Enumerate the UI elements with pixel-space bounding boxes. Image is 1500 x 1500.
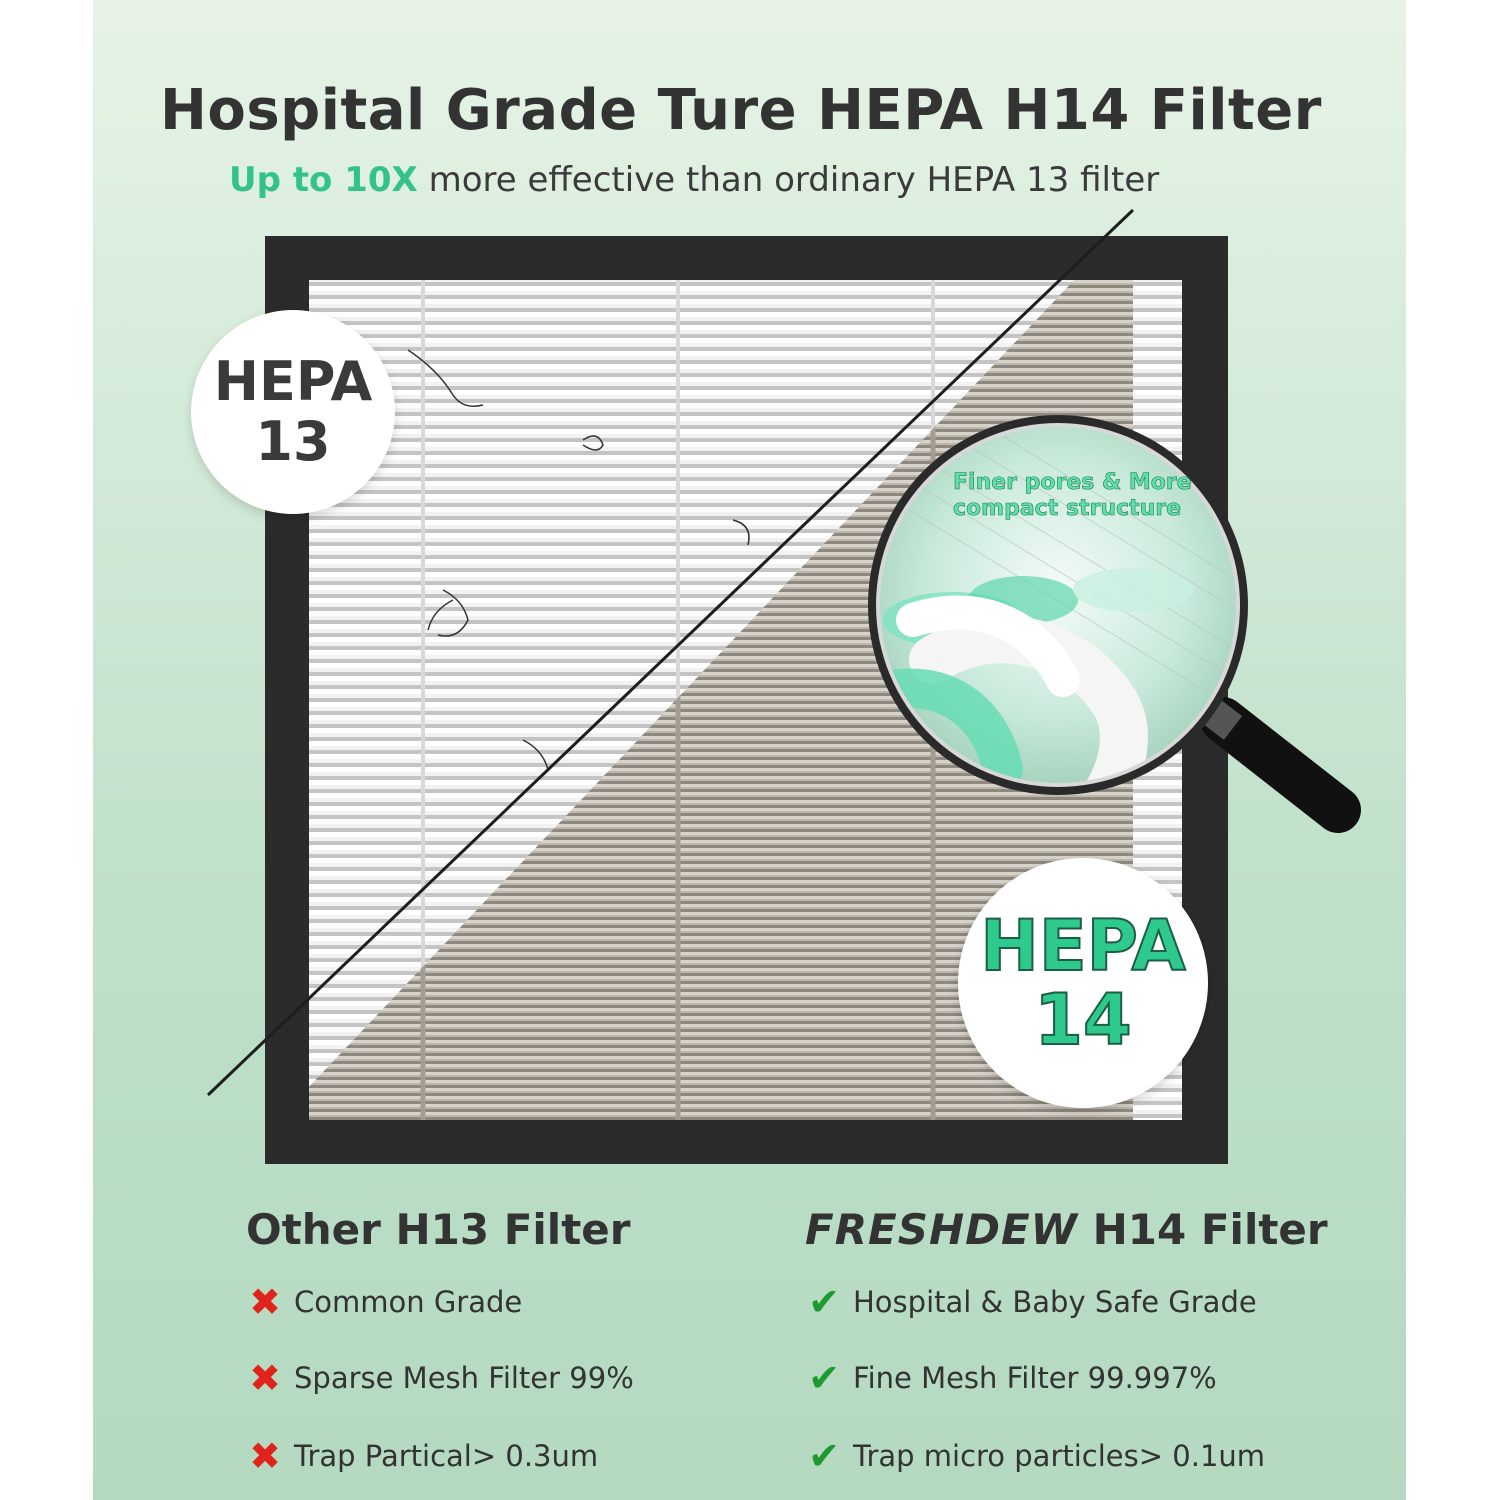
product-banner — [93, 0, 1406, 1500]
check-icon: ✔ — [808, 1280, 840, 1324]
left-item — [246, 1280, 522, 1324]
right-item-text: Fine Mesh Filter 99.997% — [853, 1361, 1217, 1395]
right-column-title — [805, 1205, 1328, 1254]
hepa14-badge-line1: HEPA — [980, 905, 1186, 987]
headline: Hospital Grade Ture HEPA H14 Filter — [160, 78, 1322, 143]
brand-name: FRESHDEW — [805, 1205, 1079, 1254]
right-item — [805, 1434, 1265, 1478]
subheadline-text: more effective than ordinary HEPA 13 filter — [428, 160, 1160, 200]
cross-icon: ✖ — [249, 1434, 281, 1478]
hepa13-badge — [191, 310, 395, 514]
magnifier-label: Finer pores & More compact structure — [953, 470, 1192, 521]
right-item — [805, 1280, 1257, 1324]
hepa13-badge-line1: HEPA — [213, 350, 373, 413]
check-icon: ✔ — [808, 1356, 840, 1400]
left-column-title: Other H13 Filter — [246, 1205, 631, 1254]
right-item-text: Hospital & Baby Safe Grade — [853, 1285, 1257, 1319]
right-item-text: Trap micro particles> 0.1um — [853, 1439, 1266, 1473]
subheadline-accent: Up to 10X — [229, 160, 418, 200]
left-item-text: Common Grade — [294, 1285, 523, 1319]
hepa13-badge-line2: 13 — [255, 410, 331, 473]
right-column-title-rest: H14 Filter — [1092, 1205, 1328, 1254]
hepa14-badge — [958, 858, 1208, 1108]
check-icon: ✔ — [808, 1434, 840, 1478]
left-item — [246, 1434, 598, 1478]
left-item-text: Sparse Mesh Filter 99% — [294, 1361, 634, 1395]
hepa14-badge-line2: 14 — [1034, 979, 1132, 1061]
cross-icon: ✖ — [249, 1280, 281, 1324]
cross-icon: ✖ — [249, 1356, 281, 1400]
left-item — [246, 1356, 634, 1400]
right-item — [805, 1356, 1217, 1400]
left-item-text: Trap Partical> 0.3um — [294, 1439, 599, 1473]
filter-illustration — [93, 0, 1406, 1300]
